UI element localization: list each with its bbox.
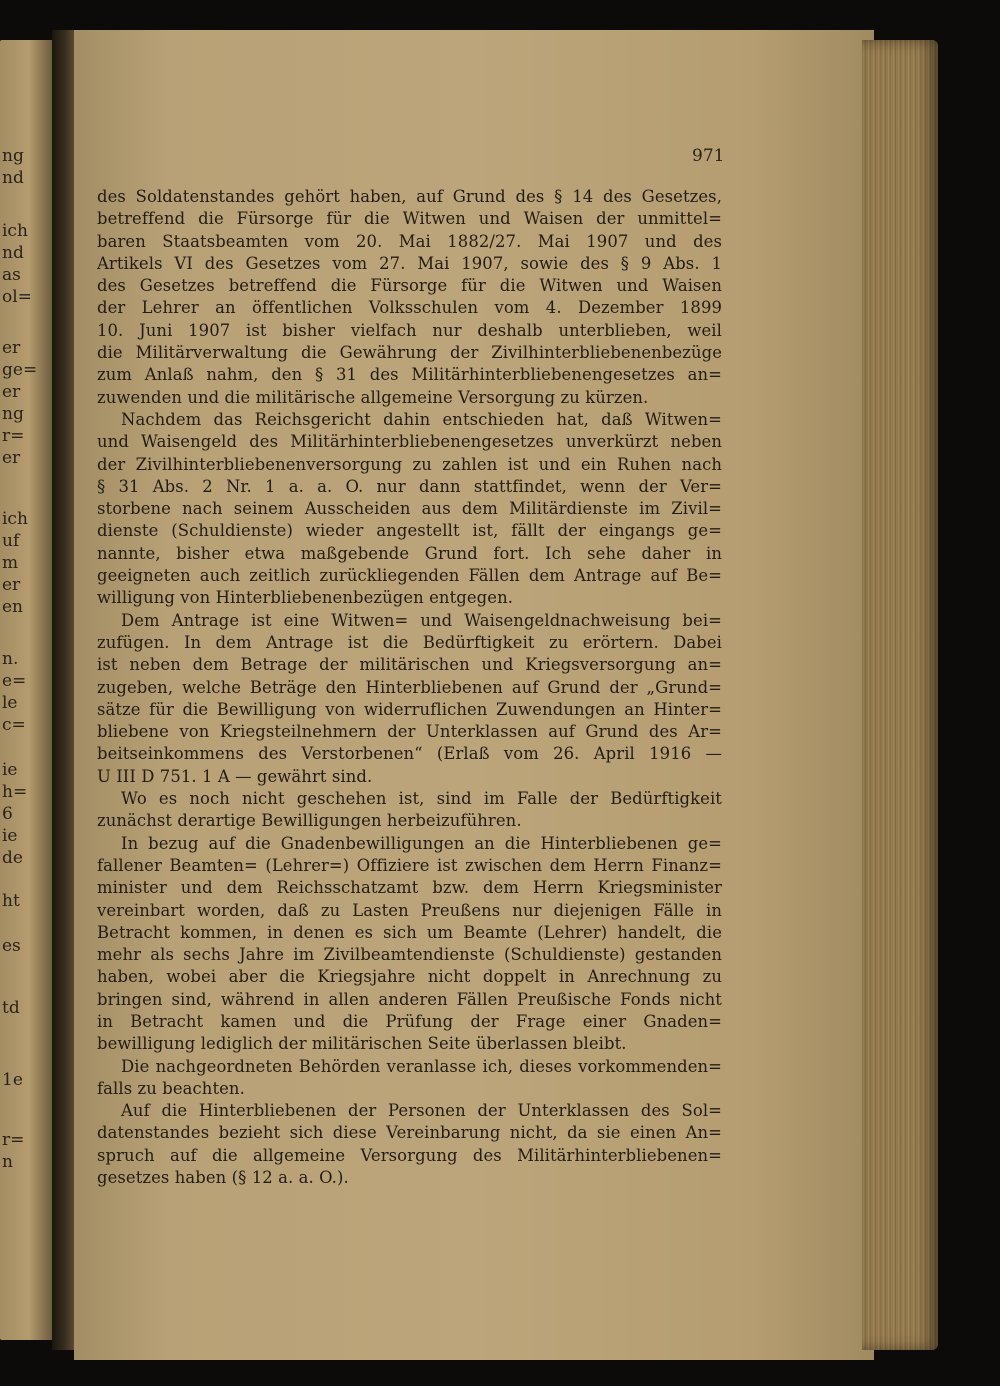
left-page-fragment: ie: [2, 828, 18, 845]
left-page-fragment: 6: [2, 806, 13, 823]
left-page-fragment: nd: [2, 170, 24, 187]
text-line: In bezug auf die Gnadenbewilligungen an die Hinterbliebenen ge=: [121, 833, 722, 853]
left-page-fragment: nd: [2, 245, 24, 262]
left-page-fragment: er: [2, 384, 21, 401]
text-line: und Waisengeld des Militärhinterbliebenengesetzes unverkürzt neben: [97, 432, 722, 452]
left-page-fragment: uf: [2, 533, 20, 550]
text-line: der Zivilhinterbliebenenversorgung zu zahlen ist und ein Ruhen nach: [97, 454, 722, 474]
text-line: Auf die Hinterbliebenen der Personen der Unterklassen des Sol=: [121, 1101, 722, 1121]
left-page-fragment: ng: [2, 406, 24, 423]
text-line: Artikels VI des Gesetzes vom 27. Mai 1907, sowie des § 9 Abs. 1: [97, 253, 722, 273]
body-text: [97, 186, 722, 1189]
left-page-fragment: en: [2, 599, 24, 616]
left-page-fragment: ng: [2, 148, 24, 165]
text-line: mehr als sechs Jahre im Zivilbeamtendienste (Schuldienste) gestanden: [97, 945, 722, 965]
text-line: geeigneten auch zeitlich zurückliegenden Fällen dem Antrage auf Be=: [97, 566, 722, 586]
text-line: haben, wobei aber die Kriegsjahre nicht doppelt in Anrechnung zu: [97, 967, 722, 987]
text-line: vereinbart worden, daß zu Lasten Preußens nur diejenigen Fälle in: [97, 900, 722, 920]
left-page-fragment: n: [2, 1154, 13, 1171]
text-line: der Lehrer an öffentlichen Volksschulen vom 4. Dezember 1899: [97, 298, 722, 318]
left-page-fragment: m: [2, 555, 19, 572]
text-line: beitseinkommens des Verstorbenen“ (Erlaß vom 26. April 1916 —: [97, 744, 722, 764]
left-page-fragment: ge=: [2, 362, 38, 379]
text-line: bliebene von Kriegsteilnehmern der Unterklassen auf Grund des Ar=: [97, 722, 722, 742]
text-line: in Betracht kamen und die Prüfung der Frage einer Gnaden=: [97, 1011, 722, 1031]
left-page-fragment: r=: [2, 428, 25, 445]
text-line: Nachdem das Reichsgericht dahin entschieden hat, daß Witwen=: [121, 409, 722, 429]
text-line: 10. Juni 1907 ist bisher vielfach nur deshalb unterblieben, weil: [97, 320, 722, 340]
left-page-fragment: h=: [2, 784, 28, 801]
left-page-edge: [0, 40, 52, 1340]
text-line: datenstandes bezieht sich diese Vereinbarung nicht, da sie einen An=: [97, 1123, 722, 1143]
text-line: bewilligung lediglich der militärischen Seite überlassen bleibt.: [97, 1034, 627, 1054]
left-page-fragment: n.: [2, 651, 19, 668]
text-line: dienste (Schuldienste) wieder angestellt ist, fällt der eingangs ge=: [97, 521, 722, 541]
left-page-fragment: er: [2, 450, 21, 467]
text-line: zufügen. In dem Antrage ist die Bedürftigkeit zu erörtern. Dabei: [97, 632, 722, 652]
text-line: fallener Beamten= (Lehrer=) Offiziere ist zwischen dem Herrn Finanz=: [97, 855, 722, 875]
left-page-fragment: as: [2, 267, 21, 284]
left-page-fragment: 1e: [2, 1072, 23, 1089]
text-line: willigung von Hinterbliebenenbezügen entgegen.: [97, 588, 514, 608]
text-line: ist neben dem Betrage der militärischen und Kriegsversorgung an=: [97, 655, 722, 675]
left-page-fragment: le: [2, 695, 18, 712]
left-page-fragment: de: [2, 850, 23, 867]
left-page-fragment: e=: [2, 673, 27, 690]
text-line: spruch auf die allgemeine Versorgung des Militärhinterbliebenen=: [97, 1145, 722, 1165]
left-page-fragment: ht: [2, 893, 20, 910]
text-line: minister und dem Reichsschatzamt bzw. dem Herrn Kriegsminister: [97, 878, 722, 898]
text-line: die Militärverwaltung die Gewährung der Zivilhinterbliebenenbezüge: [97, 343, 722, 363]
left-page-fragment: ol=: [2, 289, 32, 306]
left-page-fragment: ich: [2, 511, 28, 528]
left-page-fragment: es: [2, 938, 21, 955]
left-page-fragment: td: [2, 1000, 20, 1017]
text-line: bringen sind, während in allen anderen Fällen Preußische Fonds nicht: [97, 989, 722, 1009]
text-line: falls zu beachten.: [97, 1078, 245, 1098]
text-line: des Soldatenstandes gehört haben, auf Grund des § 14 des Gesetzes,: [97, 187, 722, 206]
text-line: Die nachgeordneten Behörden veranlasse ich, dieses vorkommenden=: [121, 1056, 722, 1076]
left-page-fragment: ich: [2, 223, 28, 240]
book-gutter: [52, 30, 74, 1350]
left-page-fragment: er: [2, 577, 21, 594]
text-line: zum Anlaß nahm, den § 31 des Militärhinterbliebenengesetzes an=: [97, 365, 722, 385]
text-line: U III D 751. 1 A — gewährt sind.: [97, 766, 373, 786]
text-line: zugeben, welche Beträge den Hinterbliebenen auf Grund der „Grund=: [97, 677, 722, 697]
left-page-fragment: er: [2, 340, 21, 357]
text-line: zunächst derartige Bewilligungen herbeizuführen.: [97, 811, 522, 831]
text-line: nannte, bisher etwa maßgebende Grund fort. Ich sehe daher in: [97, 543, 722, 563]
text-line: gesetzes haben (§ 12 a. a. O.).: [97, 1168, 349, 1188]
text-line: betreffend die Fürsorge für die Witwen und Waisen der unmittel=: [97, 209, 722, 229]
text-line: storbene nach seinem Ausscheiden aus dem Militärdienste im Zivil=: [97, 499, 722, 519]
left-page-fragment: r=: [2, 1132, 25, 1149]
text-line: zuwenden und die militärische allgemeine Versorgung zu kürzen.: [97, 387, 649, 407]
page-number: 971: [692, 146, 725, 166]
text-line: Wo es noch nicht geschehen ist, sind im Falle der Bedürftigkeit: [121, 789, 722, 809]
text-line: Betracht kommen, in denen es sich um Beamte (Lehrer) handelt, die: [97, 922, 722, 942]
text-line: Dem Antrage ist eine Witwen= und Waisengeldnachweisung bei=: [121, 610, 722, 630]
text-line: baren Staatsbeamten vom 20. Mai 1882/27. Mai 1907 und des: [97, 231, 722, 251]
text-line: § 31 Abs. 2 Nr. 1 a. a. O. nur dann stattfindet, wenn der Ver=: [97, 476, 722, 496]
left-page-fragment: c=: [2, 717, 26, 734]
page-block-edges: [862, 40, 938, 1350]
left-page-fragment: ie: [2, 762, 18, 779]
text-line: des Gesetzes betreffend die Fürsorge für die Witwen und Waisen: [97, 276, 722, 296]
text-line: sätze für die Bewilligung von widerruflichen Zuwendungen an Hinter=: [97, 699, 722, 719]
